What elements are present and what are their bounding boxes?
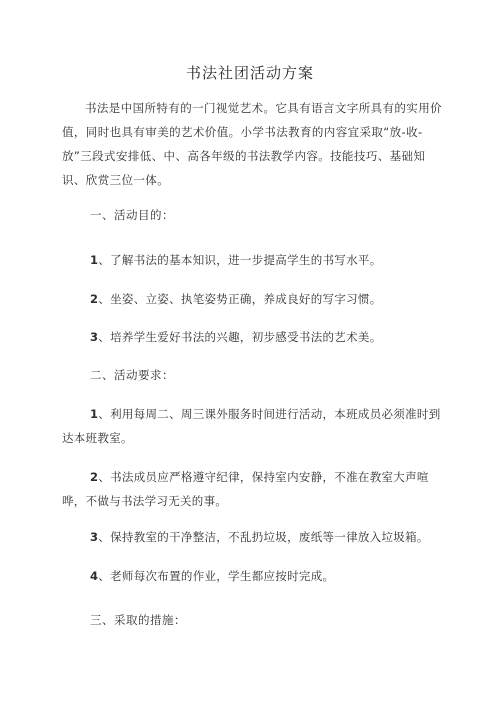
document-title: 书法社团活动方案 xyxy=(185,64,314,82)
purpose-item-1 xyxy=(90,252,382,268)
purpose-item-2 xyxy=(90,291,382,307)
section-heading-measures: 三、采取的措施： xyxy=(90,613,186,627)
item-number: 1 xyxy=(90,407,99,421)
item-text: 、老师每次布置的作业，学生都应按时完成。 xyxy=(98,569,335,583)
item-text: 、培养学生爱好书法的兴趣，初步感受书法的艺术美。 xyxy=(98,330,382,344)
requirement-item-2 xyxy=(62,465,442,513)
item-number: 3 xyxy=(90,530,99,544)
item-number: 4 xyxy=(90,569,99,583)
intro-paragraph: 书法是中国所特有的一门视觉艺术。它具有语言文字所具有的实用价值，同时也具有审美的艺术价值。小学书法教育的内容宜采取“放-收-放”三段式安排低、中、高各年级的书法教学内容。技能技巧、基础知识、欣赏三位一体。 xyxy=(62,101,442,187)
item-text: 、利用每周二、周三课外服务时间进行活动，本班成员必须准时到达本班教室。 xyxy=(62,407,441,445)
item-number: 1 xyxy=(90,253,99,267)
item-text: 、坐姿、立姿、执笔姿势正确，养成良好的写字习惯。 xyxy=(98,292,382,306)
requirement-item-3 xyxy=(90,529,429,545)
item-text: 、保持教室的干净整洁，不乱扔垃圾，废纸等一律放入垃圾箱。 xyxy=(98,530,429,544)
section-heading-requirements: 二、活动要求： xyxy=(90,368,174,382)
item-number: 2 xyxy=(90,470,99,484)
item-text: 、了解书法的基本知识，进一步提高学生的书写水平。 xyxy=(98,253,382,267)
item-number: 3 xyxy=(90,330,99,344)
item-text: 、书法成员应严格遵守纪律，保持室内安静，不准在教室大声喧哗，不做与书法学习无关的事。 xyxy=(62,470,429,508)
requirement-item-4 xyxy=(90,568,334,584)
item-number: 2 xyxy=(90,292,99,306)
section-heading-purpose: 一、活动目的： xyxy=(90,208,174,222)
purpose-item-3 xyxy=(90,329,382,345)
requirement-item-1 xyxy=(62,402,442,450)
